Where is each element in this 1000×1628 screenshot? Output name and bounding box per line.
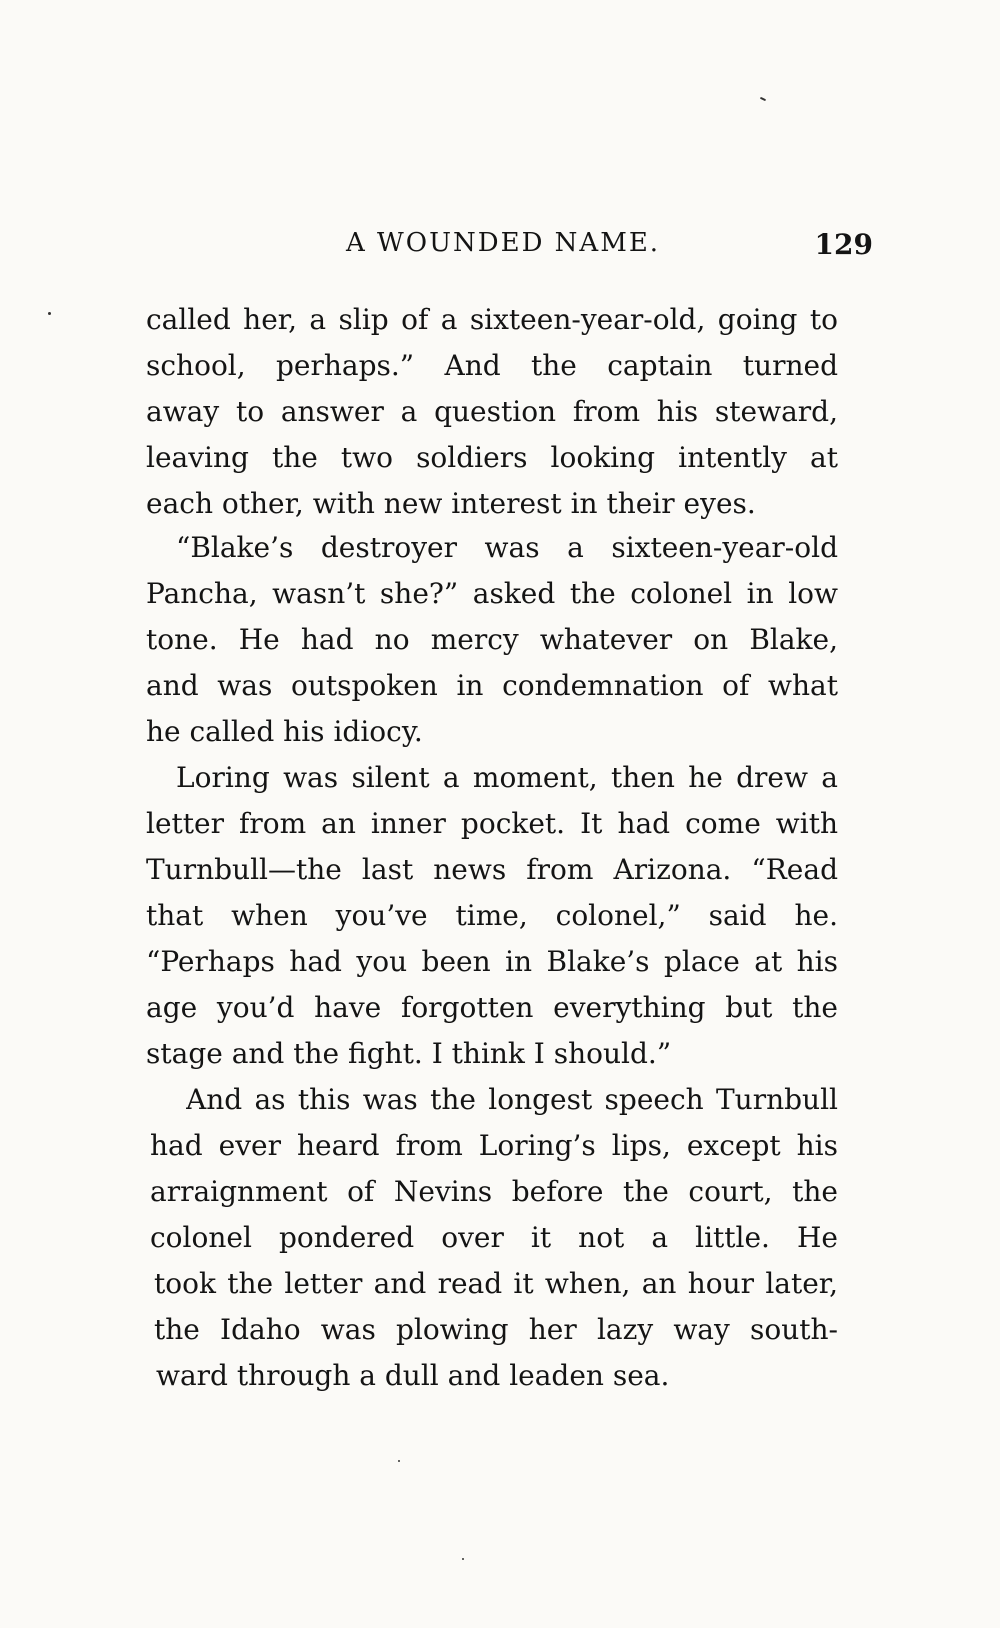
text-line: that when you’ve time, colonel,” said he. [146, 899, 838, 932]
text-line: each other, with new interest in their eyes. [146, 487, 756, 520]
text-line: he called his idiocy. [146, 715, 423, 748]
text-line: “Blake’s destroyer was a sixteen-year-old [176, 531, 838, 564]
text-line: colonel pondered over it not a little. He [150, 1221, 838, 1254]
text-line: age you’d have forgotten everything but the [146, 991, 838, 1024]
text-line: the Idaho was plowing her lazy way south- [154, 1313, 838, 1346]
running-title: A WOUNDED NAME. [346, 228, 661, 258]
text-line: stage and the fight. I think I should.” [146, 1037, 672, 1070]
text-line: away to answer a question from his steward, [146, 395, 838, 428]
ink-speck [48, 312, 51, 315]
text-line: arraignment of Nevins before the court, the [150, 1175, 838, 1208]
text-line: Loring was silent a moment, then he drew a [176, 761, 838, 794]
text-line: called her, a slip of a sixteen-year-old, going to [146, 303, 838, 336]
text-line: Turnbull—the last news from Arizona. “Read [146, 853, 838, 886]
text-line: And as this was the longest speech Turnbull [186, 1083, 838, 1116]
ink-speck [462, 1558, 464, 1560]
text-line: letter from an inner pocket. It had come with [146, 807, 838, 840]
text-line: and was outspoken in condemnation of what [146, 669, 838, 702]
text-line: Pancha, wasn’t she?” asked the colonel in low [146, 577, 838, 610]
ink-speck [760, 97, 766, 101]
text-line: “Perhaps had you been in Blake’s place at his [146, 945, 838, 978]
text-line: school, perhaps.” And the captain turned [146, 349, 838, 382]
page-number: 129 [814, 228, 873, 261]
page-header [148, 228, 873, 268]
text-line: tone. He had no mercy whatever on Blake, [146, 623, 838, 656]
text-line: leaving the two soldiers looking intently at [146, 441, 838, 474]
ink-speck [398, 1460, 400, 1462]
text-line: had ever heard from Loring’s lips, except his [150, 1129, 838, 1162]
text-line: ward through a dull and leaden sea. [156, 1359, 670, 1392]
text-line: took the letter and read it when, an hour later, [154, 1267, 838, 1300]
